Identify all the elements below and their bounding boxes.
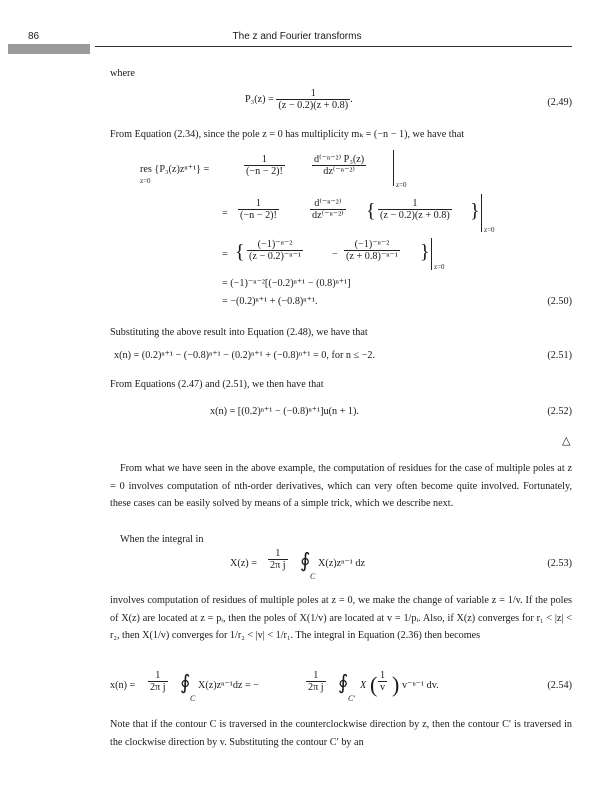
eq249-number: (2.49) bbox=[547, 97, 572, 108]
eq250-line2-frac2-den: dz⁽⁻ⁿ⁻²⁾ bbox=[312, 210, 344, 221]
eq250-line2-frac3 bbox=[378, 198, 452, 221]
eq254-contour-1: C bbox=[190, 694, 196, 703]
eq254-rparen: ) bbox=[392, 672, 400, 697]
eq250-eval-3: z=0 bbox=[434, 263, 445, 271]
eq250-line1 bbox=[110, 152, 440, 190]
running-title: The z and Fourier transforms bbox=[232, 31, 362, 42]
eq254-frac1-num: 1 bbox=[155, 670, 161, 681]
eq250-line3-frac2 bbox=[344, 239, 400, 262]
eq250-line2-frac1-den: (−n − 2)! bbox=[240, 210, 277, 221]
eq250-line2 bbox=[110, 196, 495, 234]
eq250-eval-2: z=0 bbox=[484, 226, 495, 234]
eq250-line2-frac2-num: d⁽⁻ⁿ⁻²⁾ bbox=[314, 198, 342, 209]
equation-2-49 bbox=[110, 88, 572, 120]
eq254-arg-num: 1 bbox=[380, 670, 386, 681]
eq253-contour-integral: ∮ bbox=[300, 550, 311, 572]
eq250-line2-frac3-num: 1 bbox=[412, 198, 418, 209]
eq251-text: x(n) = (0.2)ⁿ⁺¹ − (−0.8)ⁿ⁺¹ − (0.2)ⁿ⁺¹ + (−0.8)ⁿ⁺¹ = 0, for n ≤ −2. bbox=[114, 350, 376, 361]
eq250-line1-frac2 bbox=[312, 154, 366, 177]
eq250-line1-sub: z=0 bbox=[140, 177, 151, 185]
eq254-frac2-den: 2π j bbox=[308, 682, 324, 693]
eq250-line2-rbrace: } bbox=[470, 200, 480, 222]
equation-2-51 bbox=[110, 350, 572, 368]
eq254-arg-den: v bbox=[380, 682, 386, 693]
eq250-line2-frac1-num: 1 bbox=[255, 198, 262, 209]
eq250-line1-frac1 bbox=[244, 154, 285, 177]
eq250-line3-eq: = bbox=[222, 249, 228, 260]
eq249-lhs: P₃(z) = bbox=[245, 94, 274, 105]
eq254-frac1-den: 2π j bbox=[150, 682, 166, 693]
eq253-body: X(z)zⁿ⁻¹ dz bbox=[318, 558, 365, 569]
equation-2-50 bbox=[110, 152, 572, 310]
eq250-eval-bar-2 bbox=[481, 194, 482, 232]
paragraph-contour-note: Note that if the contour C is traversed in the counterclockwise direction by z, then the contour C′ is traversed in the clockwise direction by v. Substituting the contour C′ by an bbox=[110, 719, 572, 748]
eq253-number: (2.53) bbox=[547, 558, 572, 569]
header-rule bbox=[95, 46, 572, 47]
running-header bbox=[22, 31, 572, 45]
eq250-line1-frac1-num: 1 bbox=[261, 154, 268, 165]
eq253-num: 1 bbox=[275, 548, 281, 559]
eq254-mid: X(z)zⁿ⁻¹dz = − bbox=[198, 680, 260, 691]
page-number: 86 bbox=[28, 31, 40, 42]
where-word: where bbox=[110, 68, 135, 79]
eq250-line1-frac2-num: d⁽⁻ⁿ⁻²⁾ P₃(z) bbox=[314, 154, 365, 165]
eq250-line4: = (−1)⁻ⁿ⁻²[(−0.2)ⁿ⁺¹ − (0.8)ⁿ⁺¹] bbox=[222, 278, 351, 289]
eq250-line2-eq: = bbox=[222, 208, 228, 219]
equation-2-52 bbox=[110, 406, 572, 424]
eq250-line3-rbrace: } bbox=[420, 241, 430, 263]
eq250-line2-lbrace: { bbox=[366, 200, 376, 222]
eq250-eval-bar-3 bbox=[431, 238, 432, 270]
equation-2-54 bbox=[110, 668, 572, 708]
eq254-frac2-num: 1 bbox=[313, 670, 319, 681]
eq254-lhs: x(n) = bbox=[110, 680, 136, 691]
eq250-line1-frac2-den: dz⁽⁻ⁿ⁻²⁾ bbox=[312, 165, 366, 177]
eq250-line2-frac2 bbox=[310, 198, 346, 221]
eq252-text: x(n) = [(0.2)ⁿ⁺¹ − (−0.8)ⁿ⁺¹]u(n + 1). bbox=[210, 406, 359, 417]
eq250-line5: = −(0.2)ⁿ⁺¹ + (−0.8)ⁿ⁺¹. bbox=[222, 296, 318, 307]
eq250-line2-frac1 bbox=[238, 198, 279, 221]
header-gray-bar bbox=[8, 44, 90, 54]
eq249-den: (z − 0.2)(z + 0.8) bbox=[278, 100, 349, 111]
eq249-fraction bbox=[276, 88, 350, 111]
paragraph-trick: From what we have seen in the above example, the computation of residues for the case of multiple poles at z = 0 involves computation of nth-order derivatives, which can very often become quite involved. Fortunately, these cases can be easily solved by means of a simple trick, which we describe next. bbox=[110, 463, 572, 509]
eq250-line3 bbox=[110, 238, 445, 272]
eq253-lhs: X(z) = bbox=[230, 558, 257, 569]
paragraph-residue-intro: From Equation (2.34), since the pole z = 0 has multiplicity mₖ = (−n − 1), we have that bbox=[110, 129, 465, 140]
paragraph-substituting: Substituting the above result into Equation (2.48), we have that bbox=[110, 327, 368, 338]
eq254-frac1 bbox=[148, 670, 168, 693]
eq250-eval-bar-1 bbox=[393, 150, 394, 186]
eq250-line1-lhs: res {P₃(z)zⁿ⁺¹} = bbox=[140, 164, 210, 175]
eq251-number: (2.51) bbox=[547, 350, 572, 361]
eq253-den: 2π j bbox=[270, 560, 286, 571]
eq254-frac2 bbox=[306, 670, 326, 693]
eq249-tail: . bbox=[350, 94, 353, 105]
eq254-x: X bbox=[360, 680, 367, 691]
eq252-number: (2.52) bbox=[547, 406, 572, 417]
eq250-line3-minus: − bbox=[332, 249, 338, 260]
eq254-tail: v⁻ⁿ⁻¹ dv. bbox=[402, 680, 439, 691]
eq254-integral-1: ∮ bbox=[180, 672, 191, 694]
eq254-lparen: ( bbox=[370, 672, 378, 697]
eq250-line3-lbrace: { bbox=[235, 241, 245, 263]
eq254-integral-2: ∮ bbox=[338, 672, 349, 694]
example-end-marker: △ bbox=[562, 435, 571, 447]
eq249-num: 1 bbox=[310, 88, 316, 99]
eq250-line3-frac1-num: (−1)⁻ⁿ⁻² bbox=[257, 239, 293, 250]
eq253-contour: C bbox=[310, 572, 316, 581]
eq254-contour-2: C′ bbox=[348, 694, 356, 703]
eq250-line2-frac3-den: (z − 0.2)(z + 0.8) bbox=[380, 210, 450, 221]
eq253-fraction bbox=[268, 548, 288, 571]
eq250-eval-1: z=0 bbox=[396, 181, 407, 189]
eq250-line3-frac1-den: (z − 0.2)⁻ⁿ⁻¹ bbox=[249, 251, 301, 262]
eq254-number: (2.54) bbox=[547, 680, 572, 691]
eq250-number: (2.50) bbox=[547, 296, 572, 307]
eq250-line1-frac1-den: (−n − 2)! bbox=[246, 166, 283, 177]
eq254-arg bbox=[378, 670, 387, 693]
equation-2-53 bbox=[110, 546, 572, 586]
eq250-line3-frac2-num: (−1)⁻ⁿ⁻² bbox=[354, 239, 390, 250]
paragraph-from-equations: From Equations (2.47) and (2.51), we then have that bbox=[110, 379, 324, 390]
eq250-line3-frac1 bbox=[247, 239, 303, 262]
eq250-line3-frac2-den: (z + 0.8)⁻ⁿ⁻¹ bbox=[346, 251, 398, 262]
paragraph-when-integral: When the integral in bbox=[120, 534, 204, 545]
paragraph-change-of-variable: involves computation of residues of multiple poles at z = 0, we make the change of variable z = 1/v. If the poles of X(z) are located at z = pᵢ, then the poles of X(1/v) are located at v = 1/pᵢ. Also, if X(z) converges for r₁ < |z| < r₂, then X(1/v) converges for 1/r₂ < |v| < 1/r₁. The integral in Equation (2.36) then becomes bbox=[110, 595, 572, 641]
